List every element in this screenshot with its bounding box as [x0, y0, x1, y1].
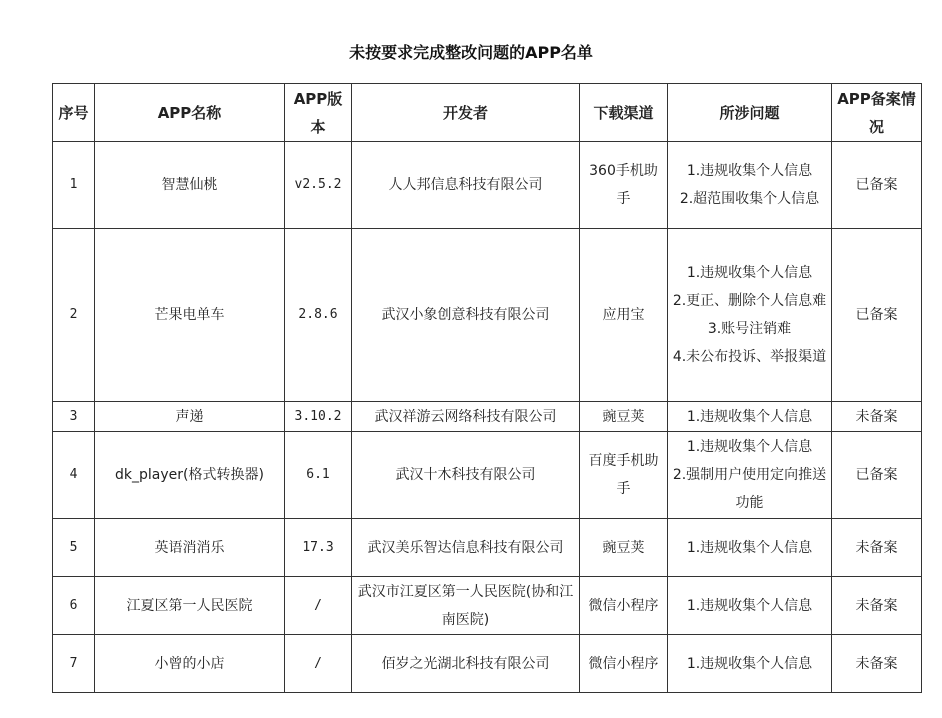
cell-app-name: 声递: [95, 402, 285, 432]
cell-app-name: 英语消消乐: [95, 519, 285, 577]
header-app-version: APP版本: [285, 84, 352, 142]
issue-item: 1.违规收集个人信息: [686, 163, 813, 179]
cell-download-channel: 微信小程序: [580, 635, 668, 693]
cell-app-name: 芒果电单车: [95, 229, 285, 402]
cell-developer: 武汉祥游云网络科技有限公司: [352, 402, 580, 432]
cell-download-channel: 豌豆荚: [580, 519, 668, 577]
cell-no: 6: [53, 577, 95, 635]
table-header-row: [53, 84, 922, 142]
cell-filing-status: 未备案: [832, 577, 922, 635]
page-title: 未按要求完成整改问题的APP名单: [349, 43, 593, 62]
cell-issues: [668, 519, 832, 577]
table-row: [53, 635, 922, 693]
cell-filing-status: 未备案: [832, 519, 922, 577]
issue-item: 4.未公布投诉、举报渠道: [672, 349, 827, 365]
cell-developer: 佰岁之光湖北科技有限公司: [352, 635, 580, 693]
cell-download-channel: 微信小程序: [580, 577, 668, 635]
cell-filing-status: 已备案: [832, 142, 922, 229]
cell-app-version: 3.10.2: [285, 402, 352, 432]
header-app-name: APP名称: [95, 84, 285, 142]
cell-developer: 人人邦信息科技有限公司: [352, 142, 580, 229]
issue-item: 1.违规收集个人信息: [686, 265, 813, 281]
cell-no: 4: [53, 432, 95, 519]
cell-no: 3: [53, 402, 95, 432]
table-row: [53, 432, 922, 519]
cell-no: 2: [53, 229, 95, 402]
cell-app-name: dk_player(格式转换器): [95, 432, 285, 519]
cell-issues: [668, 402, 832, 432]
cell-app-name: 智慧仙桃: [95, 142, 285, 229]
cell-developer: 武汉市江夏区第一人民医院(协和江南医院): [352, 577, 580, 635]
cell-no: 1: [53, 142, 95, 229]
cell-no: 5: [53, 519, 95, 577]
cell-issues: [668, 432, 832, 519]
app-list-table: [52, 83, 922, 693]
header-download-channel: 下载渠道: [580, 84, 668, 142]
cell-app-version: 2.8.6: [285, 229, 352, 402]
header-issues: 所涉问题: [668, 84, 832, 142]
issue-item: 2.更正、删除个人信息难: [672, 293, 827, 309]
cell-developer: 武汉十木科技有限公司: [352, 432, 580, 519]
header-developer: 开发者: [352, 84, 580, 142]
issue-item: 2.强制用户使用定向推送功能: [672, 467, 827, 511]
cell-filing-status: 已备案: [832, 229, 922, 402]
cell-download-channel: 豌豆荚: [580, 402, 668, 432]
header-no: 序号: [53, 84, 95, 142]
cell-no: 7: [53, 635, 95, 693]
table-row: [53, 142, 922, 229]
cell-issues: [668, 142, 832, 229]
cell-app-version: 6.1: [285, 432, 352, 519]
issue-item: 1.违规收集个人信息: [686, 597, 813, 614]
issue-item: 1.违规收集个人信息: [686, 439, 813, 455]
cell-issues: [668, 229, 832, 402]
issue-item: 3.账号注销难: [707, 321, 792, 337]
cell-filing-status: 已备案: [832, 432, 922, 519]
cell-app-version: /: [285, 635, 352, 693]
table-row: [53, 229, 922, 402]
cell-download-channel: 百度手机助手: [580, 432, 668, 519]
issue-item: 1.违规收集个人信息: [686, 408, 813, 425]
issue-item: 2.超范围收集个人信息: [679, 191, 820, 207]
cell-download-channel: 应用宝: [580, 229, 668, 402]
cell-app-version: /: [285, 577, 352, 635]
table-row: [53, 519, 922, 577]
issue-item: 1.违规收集个人信息: [686, 655, 813, 672]
cell-developer: 武汉小象创意科技有限公司: [352, 229, 580, 402]
cell-issues: [668, 635, 832, 693]
cell-developer: 武汉美乐智达信息科技有限公司: [352, 519, 580, 577]
cell-issues: [668, 577, 832, 635]
cell-app-name: 江夏区第一人民医院: [95, 577, 285, 635]
table-row: [53, 577, 922, 635]
cell-filing-status: 未备案: [832, 635, 922, 693]
cell-filing-status: 未备案: [832, 402, 922, 432]
header-filing-status: APP备案情况: [832, 84, 922, 142]
cell-app-name: 小曾的小店: [95, 635, 285, 693]
issue-item: 1.违规收集个人信息: [686, 539, 813, 556]
table-row: [53, 402, 922, 432]
cell-app-version: v2.5.2: [285, 142, 352, 229]
cell-download-channel: 360手机助手: [580, 142, 668, 229]
cell-app-version: 17.3: [285, 519, 352, 577]
